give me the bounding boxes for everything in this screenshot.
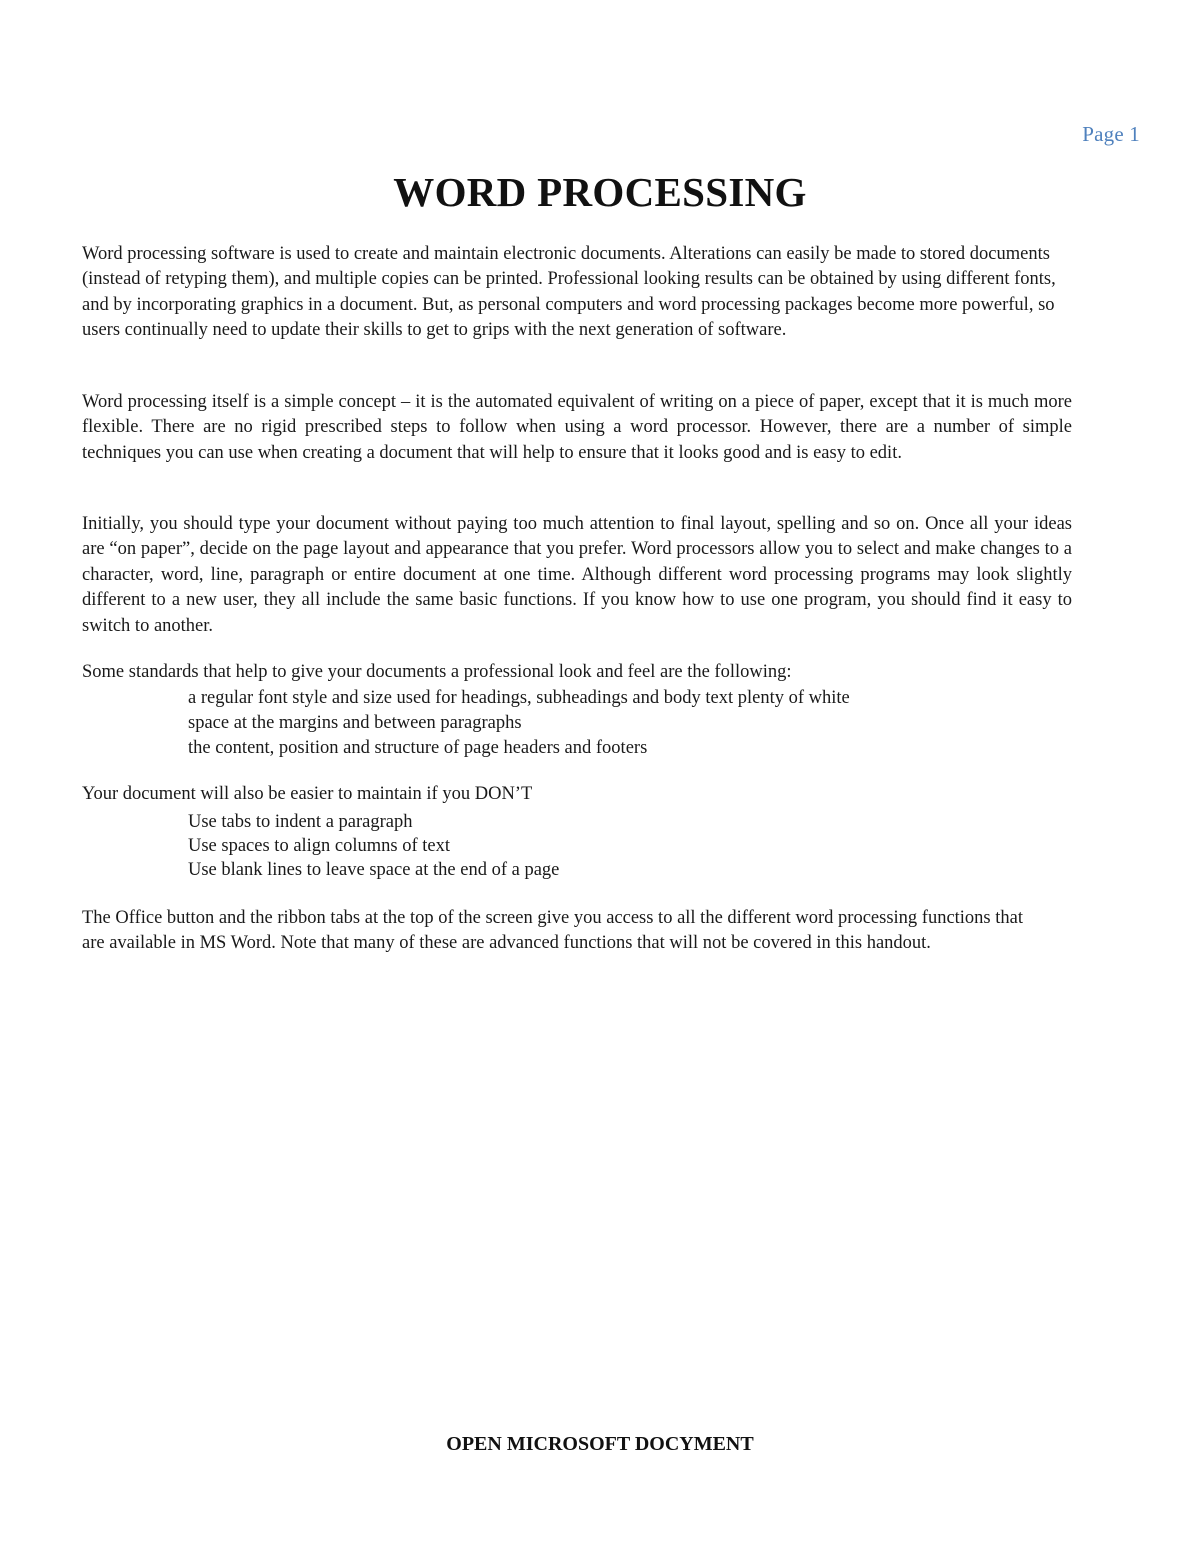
footer-heading: OPEN MICROSOFT DOCYMENT: [446, 1433, 754, 1455]
paragraph-initially: Initially, you should type your document without paying too much attention to final layout, spelling and so on. Once all your ideas are “on paper”, decide on the page layout and appearance that you prefer. Word processors allow you to select and make changes to a character, word, line, paragraph or entire document at one time. Although different word processing programs may look slightly different to a new user, they all include the same basic functions. If you know how to use one program, you should find it easy to switch to another.: [82, 514, 1072, 636]
list-item: space at the margins and between paragraphs: [188, 713, 522, 733]
paragraph-standards-intro: Some standards that help to give your documents a professional look and feel are the following:: [82, 662, 792, 682]
list-item: a regular font style and size used for headings, subheadings and body text plenty of white: [188, 688, 850, 708]
paragraph-intro: Word processing software is used to create and maintain electronic documents. Alterations can easily be made to stored documents (instead of retyping them), and multiple copies can be printed. Professional looking results can be obtained by using different fonts, and by incorporating graphics in a document. But, as personal computers and word processing packages become more powerful, so users continually need to update their skills to get to grips with the next generation of software.: [82, 244, 1056, 341]
dont-list: [188, 810, 1048, 882]
list-item: the content, position and structure of page headers and footers: [188, 738, 648, 758]
list-item: Use spaces to align columns of text: [188, 836, 451, 856]
list-item: Use blank lines to leave space at the end of a page: [188, 860, 560, 880]
document-title: WORD PROCESSING: [393, 169, 807, 215]
paragraph-office-button: The Office button and the ribbon tabs at the top of the screen give you access to all the different word processing functions that are available in MS Word. Note that many of these are advanced functions that will not be covered in this handout.: [82, 908, 1023, 954]
paragraph-dont-intro: Your document will also be easier to maintain if you DON’T: [82, 784, 533, 804]
paragraph-concept: Word processing itself is a simple concept – it is the automated equivalent of writing on a piece of paper, except that it is much more flexible. There are no rigid prescribed steps to follow when using a word processor. However, there are a number of simple techniques you can use when creating a document that will help to ensure that it looks good and is easy to edit.: [82, 392, 1072, 463]
page-number: Page 1: [1082, 122, 1140, 146]
standards-list: [188, 686, 1048, 761]
list-item: Use tabs to indent a paragraph: [188, 812, 413, 832]
